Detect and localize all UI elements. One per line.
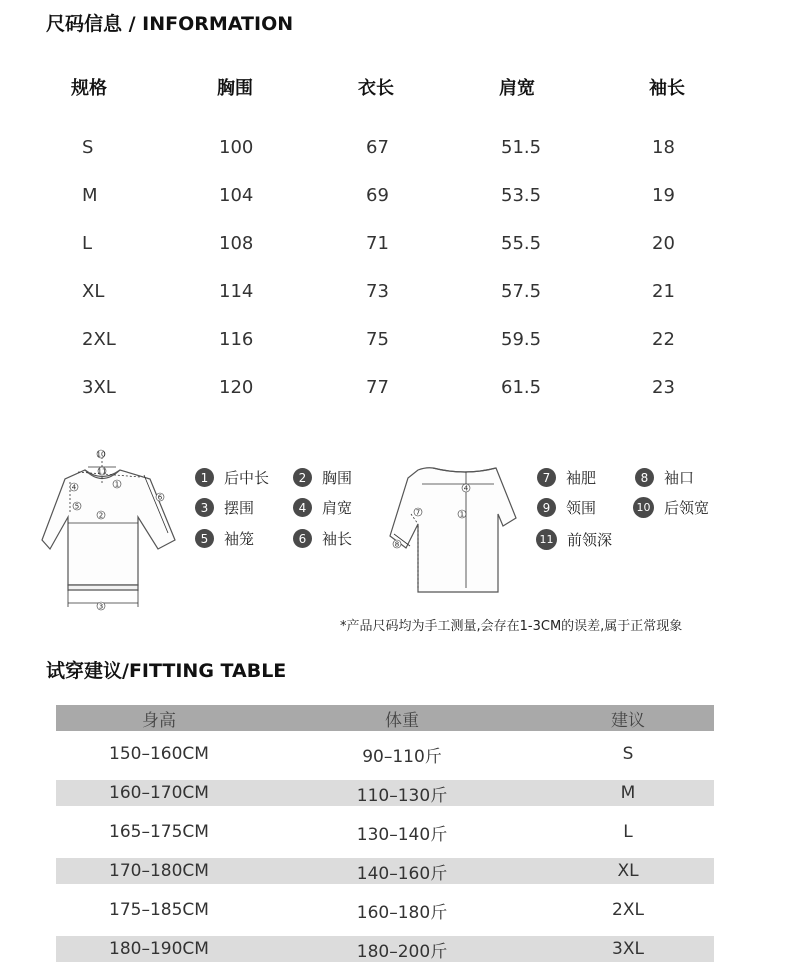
size-header-chest: 胸围: [217, 78, 253, 99]
size-cell-length: 69: [366, 185, 389, 206]
marker-7: 7: [415, 508, 421, 517]
marker-10: 10: [96, 450, 106, 459]
fitting-cell-height: 170–180CM: [109, 861, 209, 881]
fitting-cell-size: M: [620, 783, 636, 803]
fitting-cell-height: 150–160CM: [109, 744, 209, 764]
fitting-cell-weight: 130–140斤: [356, 824, 448, 845]
fitting-cell-weight: 160–180斤: [356, 902, 448, 923]
fitting-cell-height: 160–170CM: [109, 783, 209, 803]
fitting-section-title: 试穿建议/FITTING TABLE: [46, 660, 287, 682]
number-badge: 5: [195, 529, 214, 548]
legend-item: [293, 467, 352, 488]
legend-item: [635, 467, 694, 488]
size-cell-spec: S: [82, 137, 94, 158]
marker-5: 5: [74, 502, 80, 511]
marker-3: 3: [98, 602, 104, 611]
info-section-title: 尺码信息 / INFORMATION: [46, 13, 294, 35]
number-badge: 4: [293, 498, 312, 517]
legend-item: [195, 497, 254, 518]
size-cell-length: 73: [366, 281, 389, 302]
legend-label: 后中长: [224, 469, 270, 487]
measurement-note: *产品尺码均为手工测量,会存在1-3CM的误差,属于正常现象: [340, 619, 683, 634]
fitting-cell-size: XL: [617, 861, 639, 881]
legend-label: 肩宽: [322, 499, 353, 517]
size-cell-spec: M: [82, 185, 98, 206]
legend-item: [195, 528, 254, 549]
size-cell-chest: 116: [219, 329, 254, 350]
number-badge: 3: [195, 498, 214, 517]
fitting-header-row: [56, 705, 714, 731]
fitting-row: [56, 819, 714, 845]
number-badge: 6: [293, 529, 312, 548]
size-cell-sleeve: 21: [652, 281, 675, 302]
fitting-cell-height: 175–185CM: [109, 900, 209, 920]
legend-label: 前领深: [567, 531, 613, 549]
size-cell-chest: 104: [219, 185, 254, 206]
size-cell-shoulder: 53.5: [501, 185, 542, 206]
number-badge: 11: [536, 529, 557, 550]
fitting-cell-height: 165–175CM: [109, 822, 209, 842]
size-cell-shoulder: 57.5: [501, 281, 542, 302]
size-cell-length: 77: [366, 377, 389, 398]
size-cell-chest: 100: [219, 137, 254, 158]
size-cell-length: 71: [366, 233, 389, 254]
legend-label: 袖笼: [224, 530, 255, 548]
fitting-row: [56, 858, 714, 884]
fitting-header-size: 建议: [611, 710, 645, 731]
fitting-cell-weight: 140–160斤: [356, 863, 448, 884]
size-cell-shoulder: 59.5: [501, 329, 542, 350]
fitting-cell-weight: 110–130斤: [356, 785, 448, 806]
legend-item: [293, 497, 352, 518]
number-badge: 2: [293, 468, 312, 487]
fitting-row: [56, 936, 714, 962]
number-badge: 10: [633, 497, 654, 518]
number-badge: 8: [635, 468, 654, 487]
marker-1: 1: [459, 510, 465, 519]
fitting-cell-size: S: [622, 744, 634, 764]
number-badge: 7: [537, 468, 556, 487]
front-shirt-diagram: [40, 445, 180, 615]
fitting-cell-size: 3XL: [612, 939, 644, 959]
fitting-row: [56, 741, 714, 767]
size-cell-chest: 108: [219, 233, 254, 254]
back-shirt-diagram: [388, 462, 523, 597]
size-cell-shoulder: 61.5: [501, 377, 542, 398]
fitting-cell-size: L: [623, 822, 633, 842]
marker-2: 2: [98, 511, 104, 520]
size-cell-spec: 2XL: [82, 329, 116, 350]
marker-8: 8: [394, 540, 400, 549]
marker-1: 1: [114, 480, 120, 489]
legend-label: 领围: [566, 499, 597, 517]
legend-item: [293, 528, 352, 549]
number-badge: 9: [537, 498, 556, 517]
size-header-sleeve: 袖长: [649, 78, 685, 99]
size-cell-length: 75: [366, 329, 389, 350]
legend-label: 后领宽: [664, 499, 710, 517]
size-cell-spec: XL: [82, 281, 105, 302]
fitting-header-weight: 体重: [385, 710, 419, 731]
legend-label: 袖肥: [566, 469, 597, 487]
fitting-cell-weight: 90–110斤: [362, 746, 442, 767]
marker-11: 11: [97, 467, 107, 476]
size-header-shoulder: 肩宽: [499, 78, 535, 99]
fitting-table: [56, 705, 714, 975]
marker-6: 6: [157, 493, 163, 502]
fitting-cell-height: 180–190CM: [109, 939, 209, 959]
legend-item: [633, 497, 709, 518]
size-cell-length: 67: [366, 137, 389, 158]
size-cell-shoulder: 55.5: [501, 233, 542, 254]
size-header-spec: 规格: [71, 78, 107, 99]
legend-item: [195, 467, 269, 488]
size-cell-sleeve: 20: [652, 233, 675, 254]
marker-4: 4: [71, 483, 77, 492]
fitting-cell-weight: 180–200斤: [356, 941, 448, 962]
legend-item: [537, 467, 596, 488]
size-cell-shoulder: 51.5: [501, 137, 542, 158]
fitting-header-height: 身高: [142, 710, 176, 731]
size-cell-spec: L: [82, 233, 93, 254]
legend-item: [537, 497, 596, 518]
legend-label: 袖长: [322, 530, 353, 548]
fitting-row: [56, 780, 714, 806]
legend-label: 袖口: [664, 469, 695, 487]
fitting-cell-size: 2XL: [612, 900, 644, 920]
fitting-row: [56, 897, 714, 923]
legend-item: [536, 529, 612, 550]
size-cell-chest: 114: [219, 281, 254, 302]
size-cell-chest: 120: [219, 377, 254, 398]
size-cell-sleeve: 18: [652, 137, 675, 158]
legend-label: 胸围: [322, 469, 353, 487]
size-header-length: 衣长: [358, 78, 394, 99]
size-cell-sleeve: 22: [652, 329, 675, 350]
legend-label: 摆围: [224, 499, 255, 517]
size-cell-sleeve: 23: [652, 377, 675, 398]
size-cell-sleeve: 19: [652, 185, 675, 206]
size-cell-spec: 3XL: [82, 377, 116, 398]
number-badge: 1: [195, 468, 214, 487]
marker-4: 4: [463, 484, 469, 493]
